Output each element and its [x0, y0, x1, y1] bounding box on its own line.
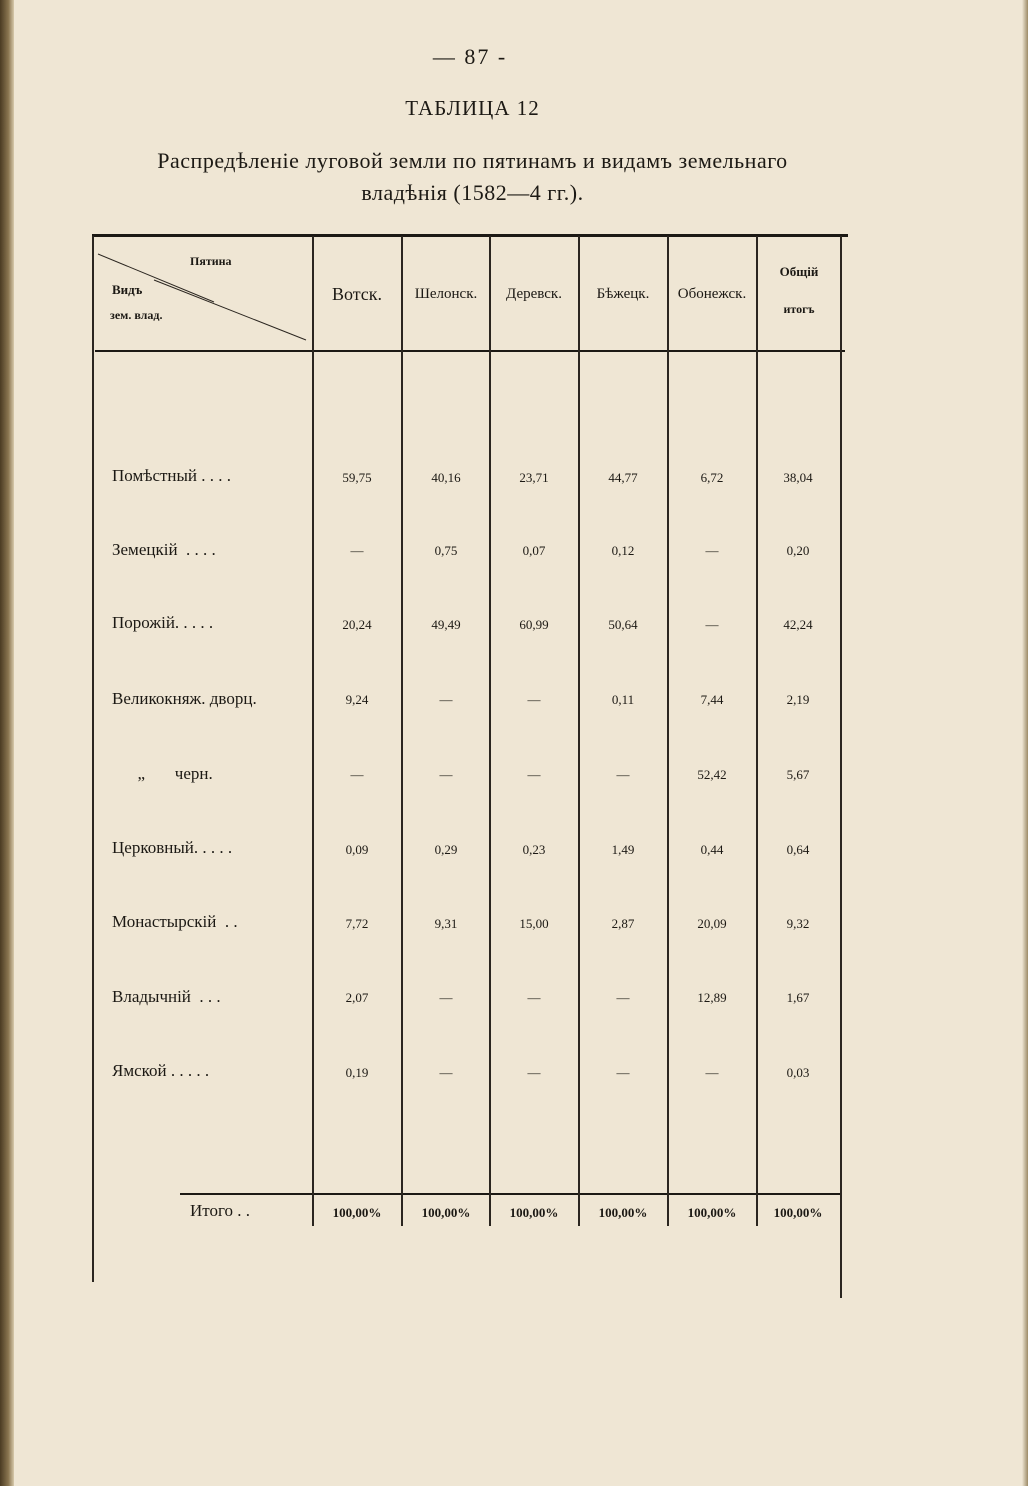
- table-cell: 2,07: [345, 990, 369, 1005]
- table-cell: 0,11: [611, 692, 635, 707]
- total-cell: 100,00%: [509, 1205, 559, 1220]
- table-cell: 49,49: [431, 617, 461, 632]
- row-label: Монастырскій . .: [112, 912, 238, 931]
- table-cell: 40,16: [431, 470, 461, 485]
- table-cell: 1,67: [786, 990, 810, 1005]
- total-column-header: Общій: [779, 264, 819, 279]
- table-cell: 50,64: [608, 617, 638, 632]
- total-top-rule: [180, 1193, 840, 1195]
- column-header: Деревск.: [506, 286, 562, 302]
- table-cell: —: [527, 692, 541, 707]
- table-cell: 44,77: [608, 470, 638, 485]
- table-cell: 60,99: [519, 617, 549, 632]
- row-label: Церковный. . . . .: [112, 838, 233, 857]
- total-row-label: Итого . .: [190, 1201, 251, 1220]
- table-cell: 23,71: [519, 470, 549, 485]
- row-label: Земецкій . . . .: [112, 540, 216, 559]
- table-cell: 9,31: [434, 916, 458, 931]
- row-label: Помѣстный . . . .: [112, 466, 232, 485]
- table-top-rule: [92, 234, 848, 237]
- table-caption-line2: владѣнія (1582—4 гг.).: [361, 180, 584, 205]
- table-cell: 0,44: [700, 842, 724, 857]
- total-cell: 100,00%: [598, 1205, 648, 1220]
- row-label: Великокняж. дворц.: [112, 689, 257, 708]
- table-cell: 5,67: [786, 767, 810, 782]
- column-header: Обонежск.: [677, 286, 747, 302]
- total-cell: 100,00%: [773, 1205, 823, 1220]
- table-cell: 12,89: [697, 990, 727, 1005]
- table-cell: 0,75: [434, 543, 458, 558]
- column-header: Вотск.: [331, 284, 383, 304]
- table-cell: 0,29: [434, 842, 458, 857]
- table-cell: —: [705, 543, 719, 558]
- table-right-rule: [840, 236, 842, 1298]
- table-cell: 59,75: [342, 470, 372, 485]
- total-cell: 100,00%: [421, 1205, 471, 1220]
- total-column-header-line2: итогъ: [783, 302, 815, 316]
- table-cell: —: [616, 990, 630, 1005]
- table-cell: —: [616, 767, 630, 782]
- table-cell: 2,19: [786, 692, 810, 707]
- table-caption-line1: Распредѣленіе луговой земли по пятинамъ и видамъ земельнаго: [157, 148, 788, 173]
- table-cell: 20,24: [342, 617, 372, 632]
- table-cell: 42,24: [783, 617, 813, 632]
- table-cell: 7,72: [345, 916, 369, 931]
- table-cell: 9,32: [786, 916, 810, 931]
- table-cell: —: [705, 617, 719, 632]
- table-cell: —: [439, 692, 453, 707]
- row-label: „ черн.: [112, 764, 213, 783]
- page-number: — 87 -: [432, 44, 508, 69]
- corner-label-top: Пятина: [190, 254, 232, 268]
- table-cell: —: [527, 1065, 541, 1080]
- table-cell: —: [350, 767, 364, 782]
- table-cell: —: [527, 767, 541, 782]
- book-spine-shadow: [0, 0, 14, 1486]
- row-label: Владычній . . .: [112, 987, 221, 1006]
- row-label: Ямской . . . . .: [112, 1061, 210, 1080]
- corner-label-bottom: зем. влад.: [110, 308, 163, 322]
- table-cell: 20,09: [697, 916, 727, 931]
- table-cell: —: [527, 990, 541, 1005]
- table-cell: 6,72: [700, 470, 724, 485]
- corner-label-mid: Видъ: [112, 282, 143, 297]
- table-cell: —: [439, 990, 453, 1005]
- table-left-rule: [92, 236, 94, 1282]
- table-cell: 9,24: [345, 692, 369, 707]
- table-cell: —: [616, 1065, 630, 1080]
- table-cell: 0,64: [786, 842, 810, 857]
- table-cell: 15,00: [519, 916, 549, 931]
- table-cell: —: [439, 1065, 453, 1080]
- total-cell: 100,00%: [332, 1205, 382, 1220]
- table-cell: 1,49: [611, 842, 635, 857]
- table-cell: 0,20: [786, 543, 810, 558]
- table-cell: 38,04: [783, 470, 813, 485]
- table-cell: —: [350, 543, 364, 558]
- table-title: ТАБЛИЦА 12: [405, 96, 540, 120]
- table-cell: 7,44: [700, 692, 724, 707]
- column-header: Бѣжецк.: [596, 286, 650, 302]
- header-bottom-rule: [95, 350, 845, 352]
- column-header: Шелонск.: [414, 286, 478, 302]
- table-cell: —: [705, 1065, 719, 1080]
- table-cell: 0,19: [345, 1065, 369, 1080]
- table-cell: 2,87: [611, 916, 635, 931]
- table-cell: 0,03: [786, 1065, 810, 1080]
- table-cell: —: [439, 767, 453, 782]
- table-cell: 0,23: [522, 842, 546, 857]
- row-label: Порожій. . . . .: [112, 613, 214, 632]
- table-cell: 0,12: [611, 543, 635, 558]
- table-cell: 52,42: [697, 767, 727, 782]
- table-cell: 0,07: [522, 543, 546, 558]
- table-cell: 0,09: [345, 842, 369, 857]
- total-cell: 100,00%: [687, 1205, 737, 1220]
- page-edge: [1022, 0, 1028, 1486]
